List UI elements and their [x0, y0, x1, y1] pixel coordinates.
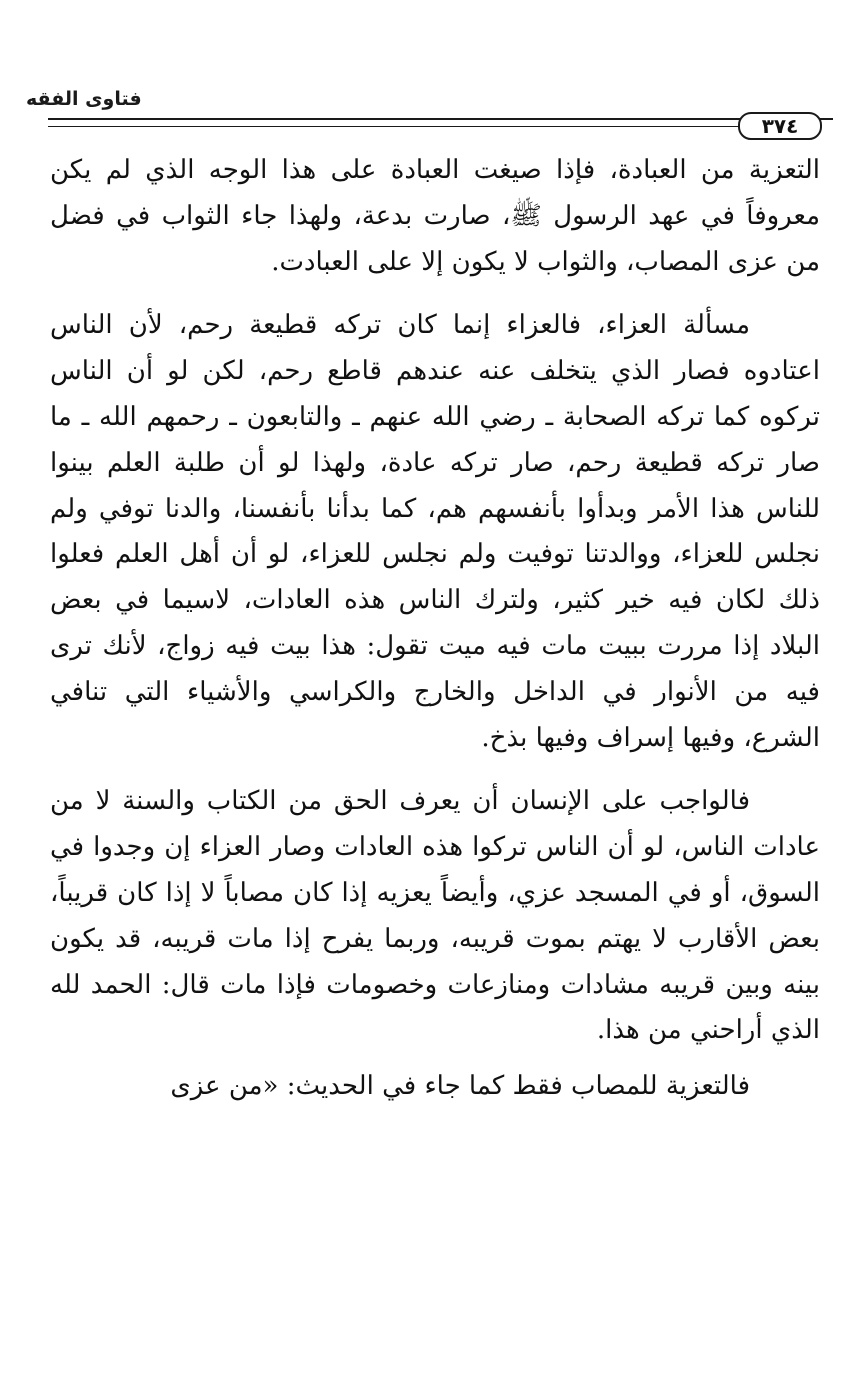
running-header-title: فتاوى الفقه	[26, 88, 142, 110]
paragraph-1: التعزية من العبادة، فإذا صيغت العبادة على هذا الوجه الذي لم يكن معروفاً في عهد الرسول ﷺ، صارت بدعة، ولهذا جاء الثواب في فضل من عزى المصاب، والثواب لا يكون إلا على العبادت.	[50, 155, 820, 277]
body-text	[50, 148, 820, 1110]
paragraph-4: فالتعزية للمصاب فقط كما جاء في الحديث: «من عزى	[170, 1071, 750, 1102]
paragraph-2: مسألة العزاء، فالعزاء إنما كان تركه قطيعة رحم، لأن الناس اعتادوه فصار الذي يتخلف عنه عندهم قاطع رحم، لكن لو أن الناس تركوه كما تركه الصحابة ـ رضي الله عنهم ـ والتابعون ـ رحمهم الله ـ ما صار تركه قطيعة رحم، صار تركه عادة، ولهذا لو أن طلبة العلم بينوا للناس هذا الأمر وبدأوا بأنفسهم هم، كما بدأنا بأنفسنا، والدنا توفي ولم نجلس للعزاء، ووالدتنا توفيت ولم نجلس للعزاء، لو أن أهل العلم فعلوا ذلك لكان فيه خير كثير، ولترك الناس هذه العادات، لاسيما في بعض البلاد إذا مررت ببيت مات فيه ميت تقول: هذا بيت فيه زواج، لأنك ترى فيه من الأنوار في الداخل والخارج والكراسي والأشياء التي تنافي الشرع، وفيها إسراف وفيها بذخ.	[50, 310, 820, 753]
paragraph-3: فالواجب على الإنسان أن يعرف الحق من الكتاب والسنة لا من عادات الناس، لو أن الناس تركوا هذه العادات وصار العزاء إن وجدوا في السوق، أو في المسجد عزي، وأيضاً يعزيه إذا كان مصاباً لا إذا كان قريباً، بعض الأقارب لا يهتم بموت قريبه، وربما يفرح إذا مات قريبه، قد يكون بينه وبين قريبه مشادات ومنازعات وخصومات فإذا مات قال: الحمد لله الذي أراحني من هذا.	[50, 786, 820, 1046]
page-number-badge: ٣٧٤	[738, 112, 822, 140]
header-rule-bottom	[48, 126, 738, 127]
header-rule-top	[48, 118, 833, 120]
